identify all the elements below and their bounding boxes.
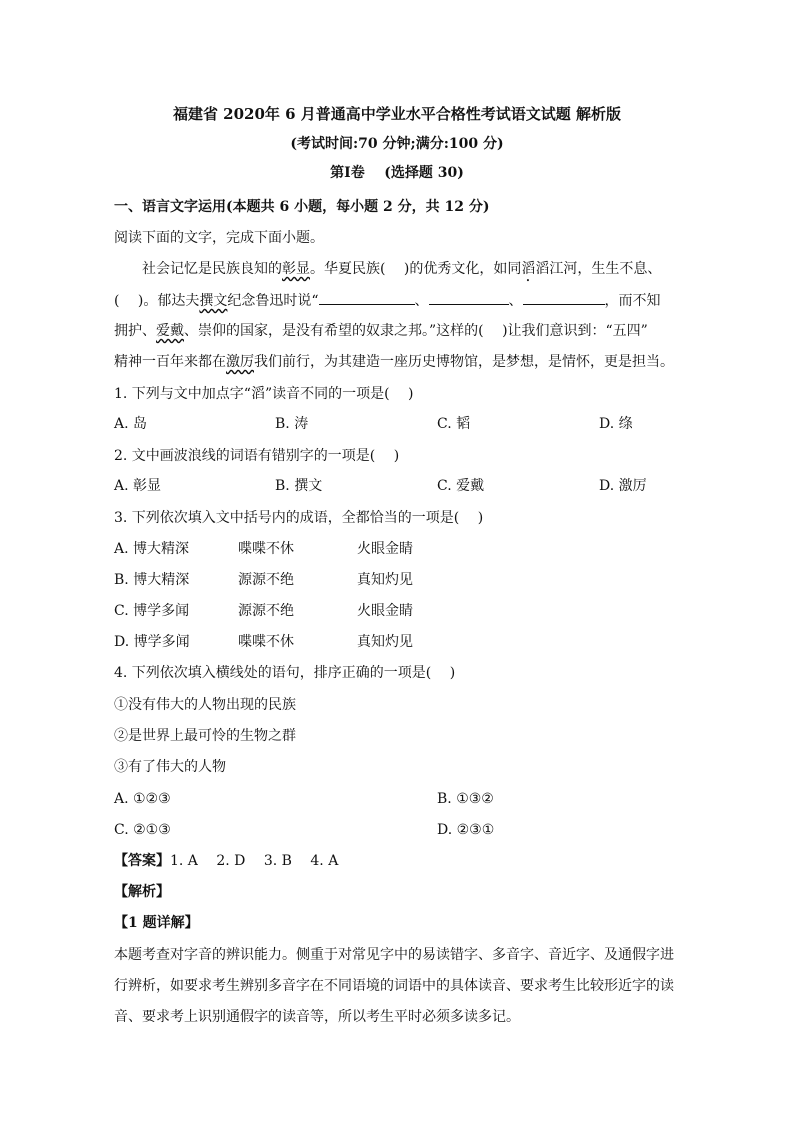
instruction: 阅读下面的文字，完成下面小题。 [114,230,324,246]
q2-option-a: A. 彰显 [114,478,162,494]
fill-blank-3 [523,290,605,305]
q3-option-d-3: 真知灼见 [357,634,413,650]
answer-label: 【答案】 [114,853,170,869]
passage-text: ( )。郁达夫 [114,293,200,309]
page-title: 福建省 2020年 6 月普通高中学业水平合格性考试语文试题 解析版 [172,105,622,123]
passage-text: 、崇仰的国家，是没有希望的奴隶之邦。”这样的( )让我们意识到：“五四” [184,323,648,339]
section-heading: 一、语言文字运用(本题共 6 小题，每小题 2 分，共 12 分) [114,199,490,215]
q4-item-3: ③有了伟大的人物 [114,759,226,775]
q3-option-c-1: C. 博学多闻 [114,603,190,619]
q1-option-d: D. 绦 [599,416,633,432]
q1-option-a: A. 岛 [114,416,148,432]
q3-option-d-1: D. 博学多闻 [114,634,190,650]
q1-option-c: C. 韬 [437,416,471,432]
passage-text: 。华夏民族( )的优秀文化，如同 [310,261,522,277]
passage-text: 滔江河，生生不息、 [535,261,662,277]
passage-line-3 [114,321,680,341]
exam-info: (考试时间:70 分钟;满分:100 分) [290,136,504,152]
passage-text: 社会记忆是民族良知的 [142,261,282,277]
passage-text: ，而不知 [604,293,661,309]
q4-option-c: C. ②①③ [114,822,171,838]
passage-text: 我们前行，为其建造一座历史博物馆，是梦想，是情怀，更是担当。 [254,354,674,370]
analysis-paragraph-line-2: 行辨析，如要求考生辨别多音字在不同语境的词语中的具体读音、要求考生比较形近字的读 [114,978,674,994]
q3-option-b-2: 源源不绝 [238,572,294,588]
analysis-label: 【解析】 [114,884,170,900]
passage-text: 纪念鲁迅时说“ [227,293,319,309]
passage-line-4 [114,352,680,372]
passage-line-2 [114,290,680,311]
volume-heading [0,163,794,183]
q1-option-b: B. 涛 [275,416,309,432]
volume-type: (选择题 30) [384,165,464,181]
q3-option-a-2: 喋喋不休 [238,541,294,557]
fill-blank-1 [319,290,415,305]
passage-text: 拥护、 [114,323,156,339]
q3-option-b-3: 真知灼见 [357,572,413,588]
passage-text: 、 [414,293,429,309]
answer-values: 1. A 2. D 3. B 4. A [170,853,339,869]
q4-option-b: B. ①③② [437,791,494,807]
q4-item-2: ②是世界上最可怜的生物之群 [114,728,296,744]
passage-text: 、 [508,293,523,309]
q3-option-a-3: 火眼金睛 [357,541,413,557]
q3-option-b-1: B. 博大精深 [114,572,190,588]
analysis-paragraph-line-1: 本题考查对字音的辨识能力。侧重于对常见字中的易读错字、多音字、音近字、及通假字进 [114,947,674,963]
passage-line-1 [142,259,680,285]
q3-option-d-2: 喋喋不休 [238,634,294,650]
wavy-word-zhuanwen: 撰文 [199,293,228,309]
question-3-stem: 3. 下列依次填入文中括号内的成语，全都恰当的一项是( ) [114,510,484,526]
question-4-stem: 4. 下列依次填入横线处的语句，排序正确的一项是( ) [114,665,456,681]
wavy-word-zhangxian: 彰显 [282,261,310,277]
dotted-char-tao: 滔 [521,261,536,277]
question-2-stem: 2. 文中画波浪线的词语有错别字的一项是( ) [114,448,400,464]
wavy-word-aidai: 爱戴 [156,323,184,339]
analysis-sub-label: 【1 题详解】 [114,915,199,931]
q4-option-d: D. ②③① [437,822,495,838]
question-1-stem: 1. 下列与文中加点字“滔”读音不同的一项是( ) [114,386,414,402]
answer-line [114,851,680,871]
q2-option-d: D. 激厉 [599,478,647,494]
wavy-word-jili: 激厉 [226,354,254,370]
volume-label: 第Ⅰ卷 [330,165,365,181]
q2-option-b: B. 撰文 [275,478,323,494]
q4-item-1: ①没有伟大的人物出现的民族 [114,697,296,713]
q3-option-c-2: 源源不绝 [238,603,294,619]
q3-option-c-3: 火眼金睛 [357,603,413,619]
q4-option-a: A. ①②③ [114,791,171,807]
q3-option-a-1: A. 博大精深 [114,541,190,557]
analysis-paragraph-line-3: 音、要求考上识别通假字的读音等，所以考生平时必须多读多记。 [114,1009,520,1025]
q2-option-c: C. 爱戴 [437,478,485,494]
passage-text: 精神一百年来都在 [114,354,226,370]
fill-blank-2 [429,290,509,305]
